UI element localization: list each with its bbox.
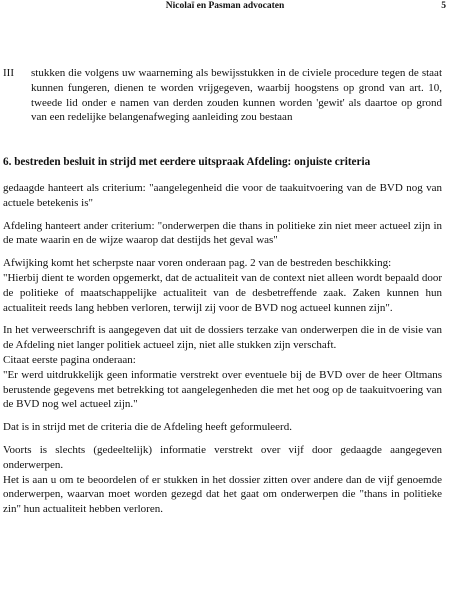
paragraph-criterium-gedaagde: gedaagde hanteert als criterium: "aangelegenheid die voor de taakuitvoering van de BVD nog van actuele betekenis is" <box>3 181 442 209</box>
paragraph-strijd: Dat is in strijd met de criteria die de Afdeling heeft geformuleerd. <box>3 421 292 434</box>
paragraph-quote-citaat: "Er werd uitdrukkelijk geen informatie verstrekt over eventuele bij de BVD over de heer Oltmans berustende gegevens met betrekking tot aangelegenheden die met het oog op de taakuitvoering van de BVD nog wel actueel zijn." <box>3 368 442 411</box>
paragraph-afwijking: Afwijking komt het scherpste naar voren onderaan pag. 2 van de bestreden beschikking: <box>3 257 392 270</box>
page-header <box>0 0 450 14</box>
document-body <box>3 66 442 525</box>
paragraph-voorts: Voorts is slechts (gedeeltelijk) informatie verstrekt over vijf door gedaagde aangegeven onderwerpen. <box>3 443 442 471</box>
section-roman-numeral: III <box>3 67 14 79</box>
section-iii-text: stukken die volgens uw waarneming als bewijsstukken in de civiele procedure tegen de staat kunnen fungeren, dienen te worden vrijgegeven, waarbij hoogstens op grond van art. 10, tweede lid onder e namen van derden zouden kunnen worden 'gewit' als daartoe op grond van een redelijke belangenafweging aanleiding zou bestaan <box>31 67 442 124</box>
section-iii <box>3 66 442 125</box>
paragraph-citaat-label: Citaat eerste pagina onderaan: <box>3 353 136 366</box>
paragraph-criterium-afdeling: Afdeling hanteert ander criterium: "onderwerpen die thans in politieke zin niet meer actueel zijn in de mate waarin en de wijze waarop dat destijds het geval was" <box>3 219 442 247</box>
page-number: 5 <box>441 1 446 11</box>
section-heading: 6. bestreden besluit in strijd met eerdere uitspraak Afdeling: onjuiste criteria <box>3 156 371 169</box>
header-title: Nicolaï en Pasman advocaten <box>165 1 285 11</box>
paragraph-quote-beschikking: "Hierbij dient te worden opgemerkt, dat de actualiteit van de context niet alleen wordt bepaald door de politieke of maatschappelijke actualiteit van de desbetreffende zaak. Zaken kunnen hun actualiteit reeds lang hebben verloren, terwijl zij voor de BVD nog actueel kunnen zijn". <box>3 271 442 314</box>
paragraph-beoordelen: Het is aan u om te beoordelen of er stukken in het dossier zitten over andere dan de vijf genoemde onderwerpen, waarvan moet worden gezegd dat het gaat om onderwerpen die "thans in politieke zin" hun actualiteit hebben verloren. <box>3 473 442 516</box>
paragraph-verweerschrift: In het verweerschrift is aangegeven dat uit de dossiers terzake van onderwerpen die in de visie van de Afdeling niet langer politiek actueel zijn, niet alle stukken zijn verschaft. <box>3 324 442 352</box>
